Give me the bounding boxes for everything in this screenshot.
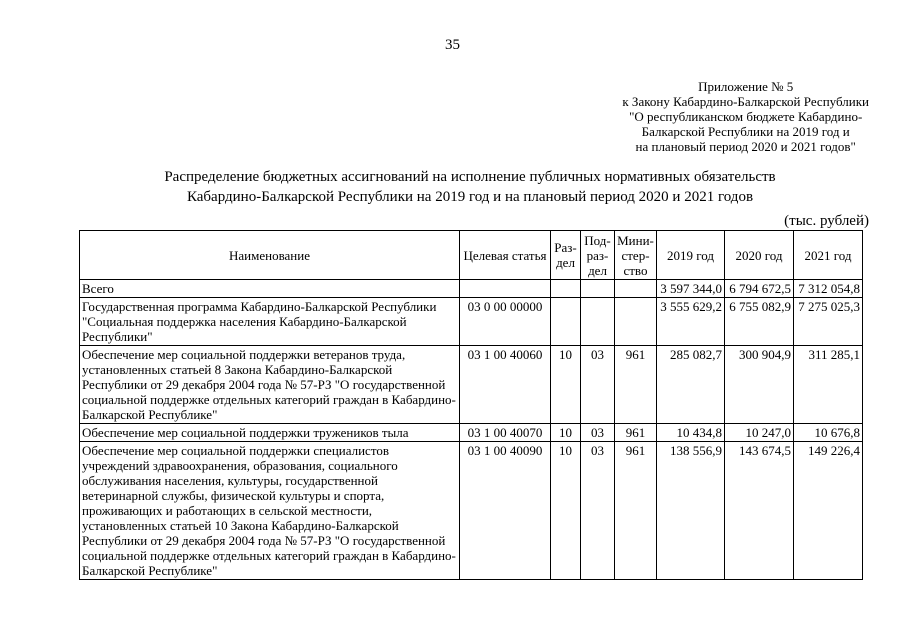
- row-2020: 10 247,0: [725, 424, 794, 442]
- header-2019: 2019 год: [657, 231, 725, 280]
- row-2019: 138 556,9: [657, 442, 725, 580]
- row-ministry: 961: [615, 442, 657, 580]
- row-name: Всего: [80, 280, 460, 298]
- document-title: [60, 167, 880, 207]
- appendix-line: Приложение № 5: [698, 79, 794, 94]
- row-2019: 10 434,8: [657, 424, 725, 442]
- row-subsection: [581, 298, 615, 346]
- row-2019: 3 555 629,2: [657, 298, 725, 346]
- row-2021: 149 226,4: [794, 442, 863, 580]
- appendix-header: [622, 79, 869, 154]
- row-name: Государственная программа Кабардино-Балкарской Республики "Социальная поддержка населения Кабардино-Балкарской Республики": [80, 298, 460, 346]
- row-2020: 300 904,9: [725, 346, 794, 424]
- header-2021: 2021 год: [794, 231, 863, 280]
- appendix-line: к Закону Кабардино-Балкарской Республики: [622, 94, 869, 109]
- row-2019: 3 597 344,0: [657, 280, 725, 298]
- row-name: Обеспечение мер социальной поддержки специалистов учреждений здравоохранения, образования, социального обслуживания населения, культуры, государственной ветеринарной службы, физической культуры и спорта, проживающих и работающих в сельской местности, установленных статьей 10 Закона Кабардино-Балкарской Республики от 29 декабря 2004 года № 57-РЗ "О государственной социальной поддержке отдельных категорий граждан в Кабардино-Балкарской Республике": [80, 442, 460, 580]
- row-ministry: [615, 280, 657, 298]
- row-section: [551, 298, 581, 346]
- row-2021: 7 312 054,8: [794, 280, 863, 298]
- header-name: Наименование: [80, 231, 460, 280]
- table-row: [80, 442, 863, 580]
- row-target: 03 1 00 40090: [460, 442, 551, 580]
- row-subsection: [581, 280, 615, 298]
- header-ministry: Мини-стер-ство: [615, 231, 657, 280]
- units-label: (тыс. рублей): [784, 213, 869, 229]
- appendix-line: на плановый период 2020 и 2021 годов": [635, 139, 856, 154]
- header-target-article: Целевая статья: [460, 231, 551, 280]
- table-row: [80, 280, 863, 298]
- row-2020: 6 755 082,9: [725, 298, 794, 346]
- row-ministry: [615, 298, 657, 346]
- row-section: 10: [551, 346, 581, 424]
- row-2021: 311 285,1: [794, 346, 863, 424]
- row-ministry: 961: [615, 424, 657, 442]
- row-target: 03 0 00 00000: [460, 298, 551, 346]
- row-section: [551, 280, 581, 298]
- row-2020: 143 674,5: [725, 442, 794, 580]
- row-name: Обеспечение мер социальной поддержки тружеников тыла: [80, 424, 460, 442]
- row-subsection: 03: [581, 442, 615, 580]
- row-target: 03 1 00 40060: [460, 346, 551, 424]
- row-2019: 285 082,7: [657, 346, 725, 424]
- row-target: [460, 280, 551, 298]
- table-row: [80, 346, 863, 424]
- row-target: 03 1 00 40070: [460, 424, 551, 442]
- table-row: [80, 298, 863, 346]
- row-subsection: 03: [581, 346, 615, 424]
- row-section: 10: [551, 442, 581, 580]
- row-2021: 7 275 025,3: [794, 298, 863, 346]
- row-subsection: 03: [581, 424, 615, 442]
- page-number: 35: [445, 37, 460, 53]
- document-title-line: Кабардино-Балкарской Республики на 2019 год и на плановый период 2020 и 2021 годов: [186, 189, 754, 205]
- header-section: Раз-дел: [551, 231, 581, 280]
- table-row: [80, 424, 863, 442]
- appendix-line: "О республиканском бюджете Кабардино-: [629, 109, 863, 124]
- row-name: Обеспечение мер социальной поддержки ветеранов труда, установленных статьей 8 Закона Кабардино-Балкарской Республики от 29 декабря 2004 года № 57-РЗ "О государственной социальной поддержке отдельных категорий граждан в Кабардино-Балкарской Республике": [80, 346, 460, 424]
- row-ministry: 961: [615, 346, 657, 424]
- row-2020: 6 794 672,5: [725, 280, 794, 298]
- document-title-line: Распределение бюджетных ассигнований на исполнение публичных нормативных обязательств: [164, 169, 776, 185]
- header-subsection: Под-раз-дел: [581, 231, 615, 280]
- budget-table: [79, 230, 863, 580]
- table-header-row: [80, 231, 863, 280]
- header-2020: 2020 год: [725, 231, 794, 280]
- row-2021: 10 676,8: [794, 424, 863, 442]
- appendix-line: Балкарской Республики на 2019 год и: [641, 124, 850, 139]
- row-section: 10: [551, 424, 581, 442]
